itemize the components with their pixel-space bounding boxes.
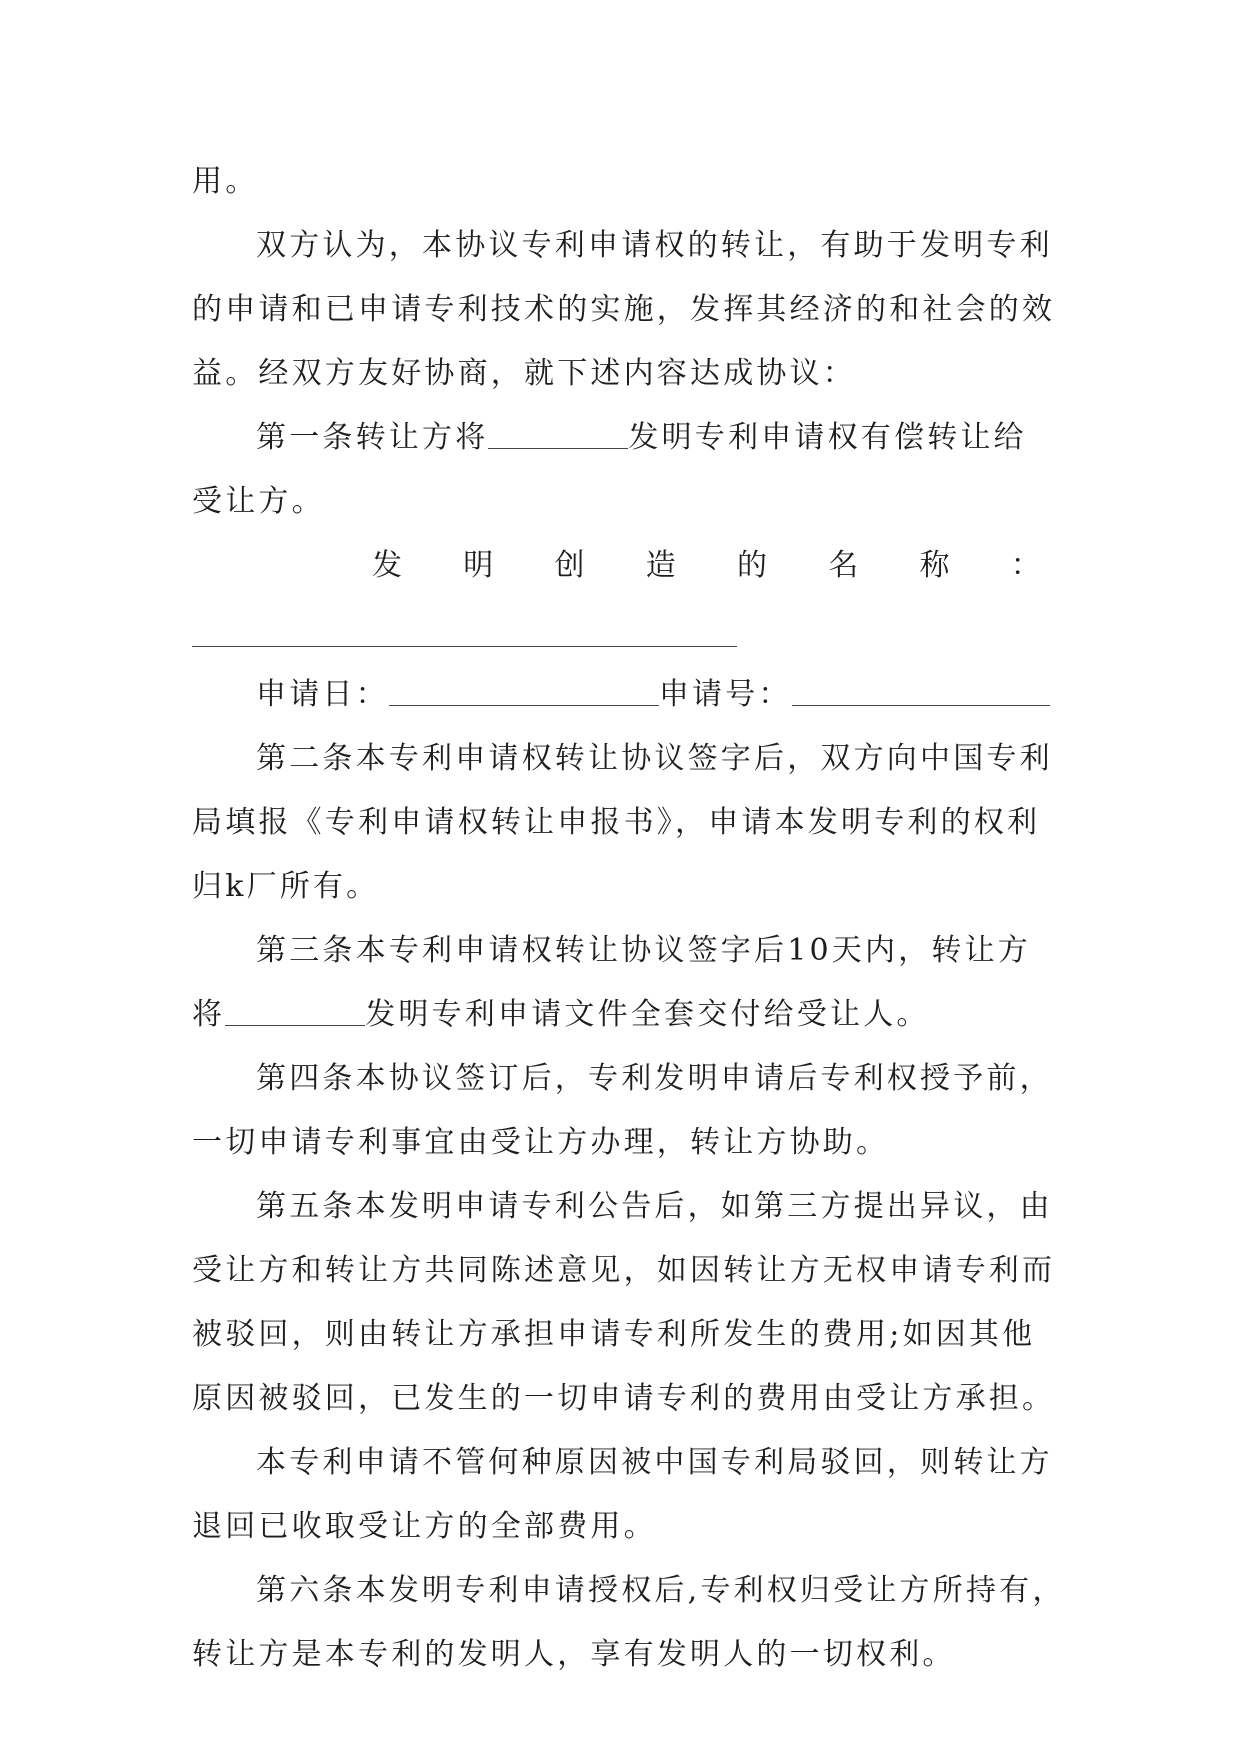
paragraph-line: 第三条本专利申请权转让协议签字后10天内，转让方 [256, 933, 1031, 968]
label-char: 造 [645, 548, 679, 583]
application-number-blank [792, 675, 1050, 706]
paragraph-line: 的申请和已申请专利技术的实施，发挥其经济的和社会的效 [192, 292, 1056, 327]
application-date-label: 申请日： [256, 677, 389, 712]
label-char: 称 [919, 548, 953, 583]
article-3-line [192, 993, 1052, 1037]
application-info-line [192, 673, 1052, 717]
label-char: 的 [737, 548, 771, 583]
label-char: 名 [828, 548, 862, 583]
invention-name-blank [192, 608, 737, 647]
invention-name-label [192, 544, 1052, 588]
paragraph-line: 第六条本发明专利申请授权后,专利权归受让方所持有， [256, 1573, 1066, 1608]
label-char: 明 [463, 548, 497, 583]
paragraph-line: 第五条本发明申请专利公告后，如第三方提出异议，由 [256, 1189, 1053, 1224]
paragraph-line: 双方认为，本协议专利申请权的转让，有助于发明专利 [256, 228, 1053, 263]
application-number-label: 申请号： [658, 677, 792, 712]
fill-blank [225, 995, 365, 1026]
paragraph-line: 受让方和转让方共同陈述意见，如因转让方无权申请专利而 [192, 1253, 1056, 1288]
fill-blank [488, 418, 628, 449]
article-3-text-b: 发明专利申请文件全套交付给受让人。 [365, 997, 930, 1032]
article-3-text-a: 将 [192, 997, 226, 1032]
paragraph-line: 本专利申请不管何种原因被中国专利局驳回，则转让方 [256, 1445, 1053, 1480]
label-char: ： [1010, 548, 1044, 583]
article-1-line [192, 416, 1052, 460]
paragraph-line: 被驳回，则由转让方承担申请专利所发生的费用;如因其他 [192, 1317, 1036, 1352]
paragraph-line: 用。 [192, 164, 259, 199]
document-page [192, 160, 1066, 1697]
paragraph-line: 受让方。 [192, 484, 325, 519]
paragraph-line: 原因被驳回，已发生的一切申请专利的费用由受让方承担。 [192, 1381, 1056, 1416]
paragraph-line: 退回已收取受让方的全部费用。 [192, 1509, 657, 1544]
article-1-text-a: 第一条转让方将 [256, 420, 489, 455]
paragraph-line: 归k厂所有。 [192, 869, 380, 904]
paragraph-line: 益。经双方友好协商，就下述内容达成协议： [192, 356, 856, 391]
paragraph-line: 一切申请专利事宜由受让方办理，转让方协助。 [192, 1125, 890, 1160]
label-char: 创 [554, 548, 588, 583]
paragraph-line: 局填报《专利申请权转让申报书》，申请本发明专利的权利 [192, 805, 1041, 840]
paragraph-line: 第四条本协议签订后，专利发明申请后专利权授予前， [256, 1061, 1053, 1096]
label-char: 发 [372, 548, 406, 583]
article-1-text-b: 发明专利申请权有偿转让给 [628, 420, 1027, 455]
application-date-blank [389, 675, 659, 706]
paragraph-line: 转让方是本专利的发明人，享有发明人的一切权利。 [192, 1637, 956, 1672]
paragraph-line: 第二条本专利申请权转让协议签字后，双方向中国专利 [256, 741, 1053, 776]
